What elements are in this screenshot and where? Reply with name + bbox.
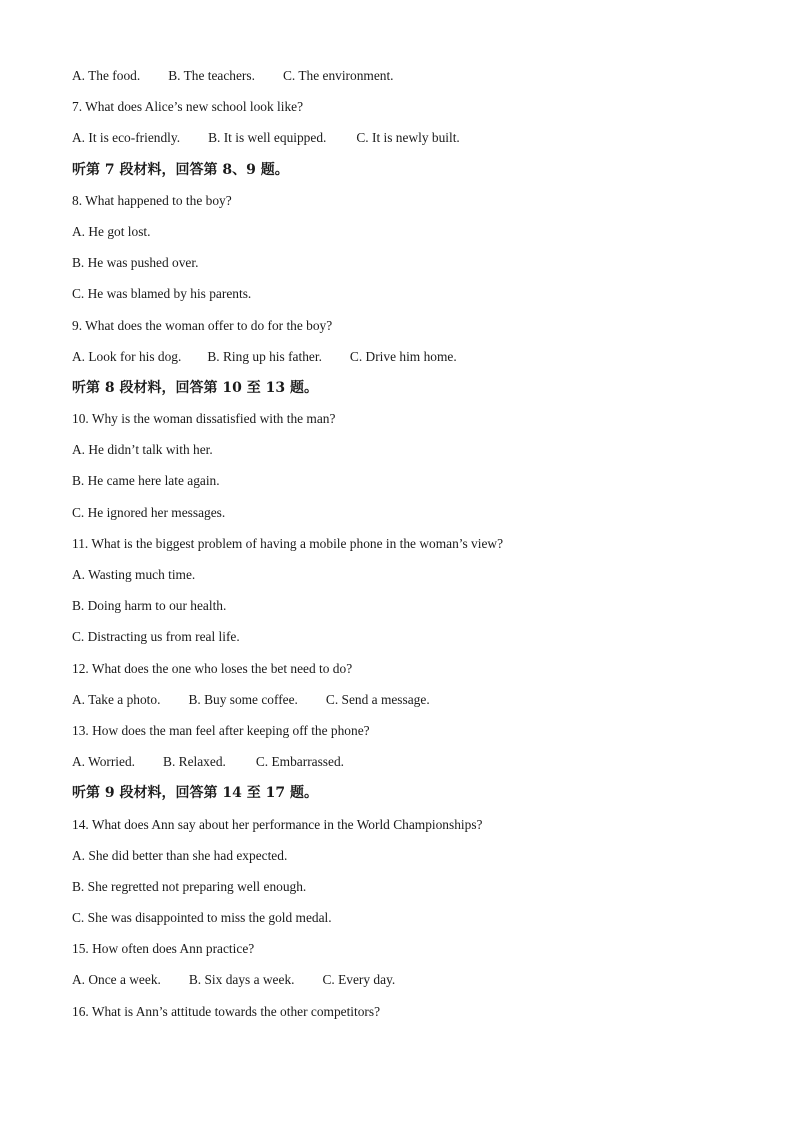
- answer-option: C. Drive him home.: [349, 348, 457, 364]
- answer-option: C. He ignored her messages.: [72, 504, 226, 520]
- answer-option: B. Doing harm to our health.: [72, 598, 227, 614]
- answer-option: C. Embarrassed.: [255, 754, 345, 770]
- question-text: 10. Why is the woman dissatisfied with the man?: [72, 411, 336, 427]
- options-row: [72, 347, 752, 378]
- answer-option: A. She did better than she had expected.: [72, 847, 288, 863]
- answer-option: B. The teachers.: [168, 68, 255, 83]
- answer-option: B. Ring up his father.: [207, 348, 322, 364]
- question-text: 7. What does Alice’s new school look like?: [72, 99, 304, 115]
- answer-option: C. The environment.: [282, 68, 394, 83]
- question-text: 14. What does Ann say about her performance in the World Championships?: [72, 816, 483, 832]
- question-text: 9. What does the woman offer to do for the boy?: [72, 317, 333, 333]
- answer-option: B. He was pushed over.: [72, 255, 199, 271]
- section-heading: 听第 9 段材料，回答第 14 至 17 题。: [72, 785, 318, 802]
- question-text: 8. What happened to the boy?: [72, 192, 232, 208]
- answer-option: A. He didn’t talk with her.: [72, 442, 213, 458]
- answer-option: A. Once a week.: [72, 972, 161, 988]
- answer-option: C. She was disappointed to miss the gold medal.: [72, 910, 332, 926]
- answer-option: B. Six days a week.: [188, 972, 295, 988]
- answer-option: A. Take a photo.: [72, 691, 161, 707]
- answer-option: C. He was blamed by his parents.: [72, 286, 252, 302]
- question-text: 15. How often does Ann practice?: [72, 941, 255, 957]
- answer-option: C. Distracting us from real life.: [72, 629, 240, 645]
- answer-option: A. Look for his dog.: [72, 348, 182, 364]
- section-heading: 听第 7 段材料，回答第 8、9 题。: [72, 161, 289, 178]
- answer-option: B. She regretted not preparing well enough.: [72, 878, 307, 894]
- answer-option: C. Send a message.: [325, 691, 430, 707]
- question-text: 16. What is Ann’s attitude towards the other competitors?: [72, 1003, 381, 1019]
- answer-option: B. He came here late again.: [72, 473, 220, 489]
- question-text: 13. How does the man feel after keeping off the phone?: [72, 722, 370, 738]
- answer-option: C. It is newly built.: [356, 130, 460, 146]
- answer-option: B. It is well equipped.: [208, 130, 327, 146]
- options-row: [72, 970, 752, 1001]
- options-row: [72, 752, 752, 783]
- answer-option: A. He got lost.: [72, 223, 151, 239]
- options-row: [72, 66, 752, 97]
- answer-option: A. It is eco-friendly.: [72, 130, 181, 146]
- answer-option: B. Buy some coffee.: [188, 691, 298, 707]
- options-row: [72, 128, 752, 159]
- section-heading: 听第 8 段材料，回答第 10 至 13 题。: [72, 379, 318, 396]
- answer-option: B. Relaxed.: [163, 754, 226, 770]
- answer-option: C. Every day.: [322, 972, 396, 988]
- answer-option: A. Worried.: [72, 754, 136, 770]
- answer-option: A. Wasting much time.: [72, 567, 196, 582]
- question-text: 12. What does the one who loses the bet need to do?: [72, 660, 353, 676]
- question-text: 11. What is the biggest problem of having a mobile phone in the woman’s view?: [72, 535, 504, 551]
- answer-option: A. The food.: [72, 68, 141, 83]
- options-row: [72, 690, 752, 721]
- document-page: [72, 66, 752, 1033]
